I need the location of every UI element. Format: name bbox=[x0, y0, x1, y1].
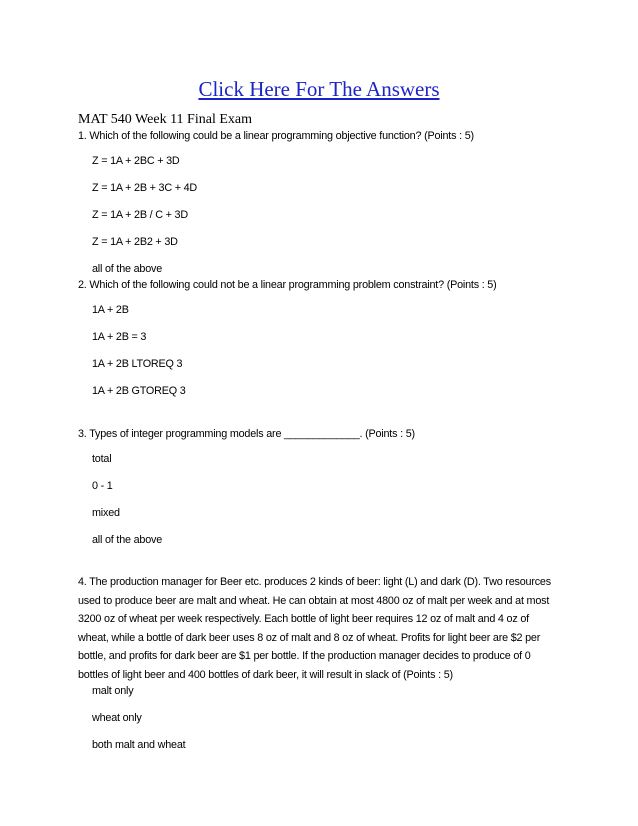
question-4-option-1: malt only bbox=[92, 685, 134, 697]
question-3-option-1: total bbox=[92, 453, 112, 465]
exam-title: MAT 540 Week 11 Final Exam bbox=[78, 112, 252, 127]
question-2-option-1: 1A + 2B bbox=[92, 304, 129, 316]
question-1-option-3: Z = 1A + 2B / C + 3D bbox=[92, 209, 188, 221]
question-4-line-3: 3200 oz of wheat per week respectively. Each bottle of light beer requires 12 oz of malt and 4 oz of bbox=[78, 613, 529, 625]
question-2-option-2: 1A + 2B = 3 bbox=[92, 331, 147, 343]
question-4-option-2: wheat only bbox=[92, 712, 142, 724]
question-1-option-2: Z = 1A + 2B + 3C + 4D bbox=[92, 182, 198, 194]
question-1-option-1: Z = 1A + 2BC + 3D bbox=[92, 155, 180, 167]
question-1-text: 1. Which of the following could be a linear programming objective function? (Points : 5) bbox=[78, 130, 474, 142]
question-4-line-5: bottle, and profits for dark beer are $1 per bottle. If the production manager decides to produce of 0 bbox=[78, 650, 531, 662]
question-4-line-4: wheat, while a bottle of dark beer uses 8 oz of malt and 8 oz of wheat. Profits for light beer are $2 per bbox=[78, 631, 541, 644]
question-3-option-3: mixed bbox=[92, 507, 120, 519]
question-2-option-3: 1A + 2B LTOREQ 3 bbox=[92, 358, 183, 370]
question-4-line-1: 4. The production manager for Beer etc. produces 2 kinds of beer: light (L) and dark (D). Two resources bbox=[78, 576, 551, 588]
question-4-text bbox=[78, 573, 566, 684]
question-4-line-6: bottles of light beer and 400 bottles of dark beer, it will result in slack of (Points : 5) bbox=[78, 668, 453, 681]
question-4-option-3: both malt and wheat bbox=[92, 739, 186, 751]
question-1-option-4: Z = 1A + 2B2 + 3D bbox=[92, 236, 178, 248]
question-2-option-4: 1A + 2B GTOREQ 3 bbox=[92, 385, 186, 397]
question-4-line-2: used to produce beer are malt and wheat. He can obtain at most 4800 oz of malt per week and at most bbox=[78, 594, 550, 607]
question-1-option-5: all of the above bbox=[92, 263, 163, 275]
question-2-text: 2. Which of the following could not be a linear programming problem constraint? (Points : 5) bbox=[78, 279, 497, 291]
question-3-option-4: all of the above bbox=[92, 534, 163, 546]
question-3-option-2: 0 - 1 bbox=[92, 480, 113, 492]
question-3-text: 3. Types of integer programming models are _____________. (Points : 5) bbox=[78, 428, 415, 440]
answers-link[interactable]: Click Here For The Answers bbox=[198, 77, 440, 101]
